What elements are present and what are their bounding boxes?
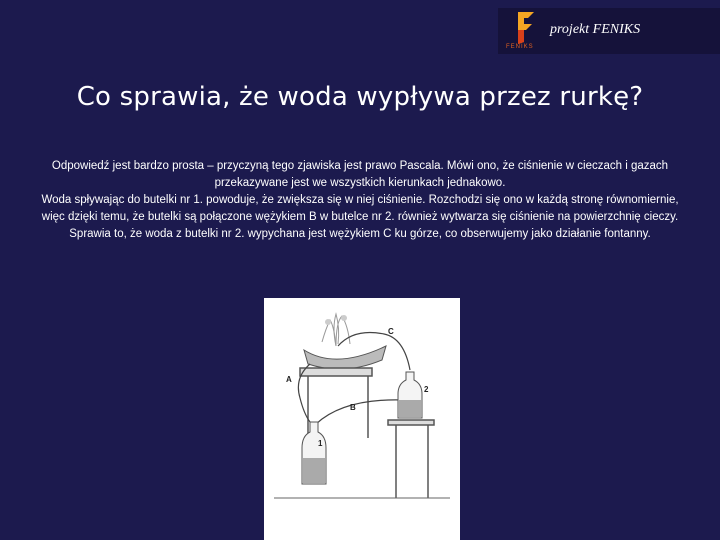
paragraph-2: Woda spływając do butelki nr 1. powoduje, że zwiększa się w niej ciśnienie. Rozchodzi się ono w każdą stronę równomiernie, więc dzięki temu, że butelki są połączone wężykiem B w butelce nr 2. również wytwarza się ciśnienie na powierzchnię cieczy. Sprawia to, że woda z butelki nr 2. wypychana jest wężykiem C ku górze, co obserwujemy jako działanie fontanny. [41, 194, 679, 240]
label-c: C [388, 327, 394, 336]
top-basin [304, 346, 386, 369]
slide-body [40, 158, 680, 243]
paragraph-1: Odpowiedź jest bardzo prosta – przyczyną tego zjawiska jest prawo Pascala. Mówi ono, że ciśnienie w cieczach i gazach przekazywane jest we wszystkich kierunkach jednakowo. [51, 160, 669, 189]
label-bottle-1: 1 [318, 439, 323, 448]
bottle-1 [302, 422, 326, 484]
logo-brand-text: projekt FENIKS [550, 22, 641, 37]
label-a: A [286, 375, 292, 384]
right-table [388, 420, 434, 498]
slide-title: Co sprawia, że woda wypływa przez rurkę? [76, 82, 644, 112]
logo-small-text: FENIKS [506, 44, 534, 50]
label-b: B [350, 403, 356, 412]
bottle-2 [398, 372, 422, 418]
fountain-spray [322, 314, 350, 346]
experiment-figure [264, 298, 460, 540]
flame-icon [504, 10, 544, 46]
logo [498, 8, 720, 54]
label-bottle-2: 2 [424, 385, 429, 394]
